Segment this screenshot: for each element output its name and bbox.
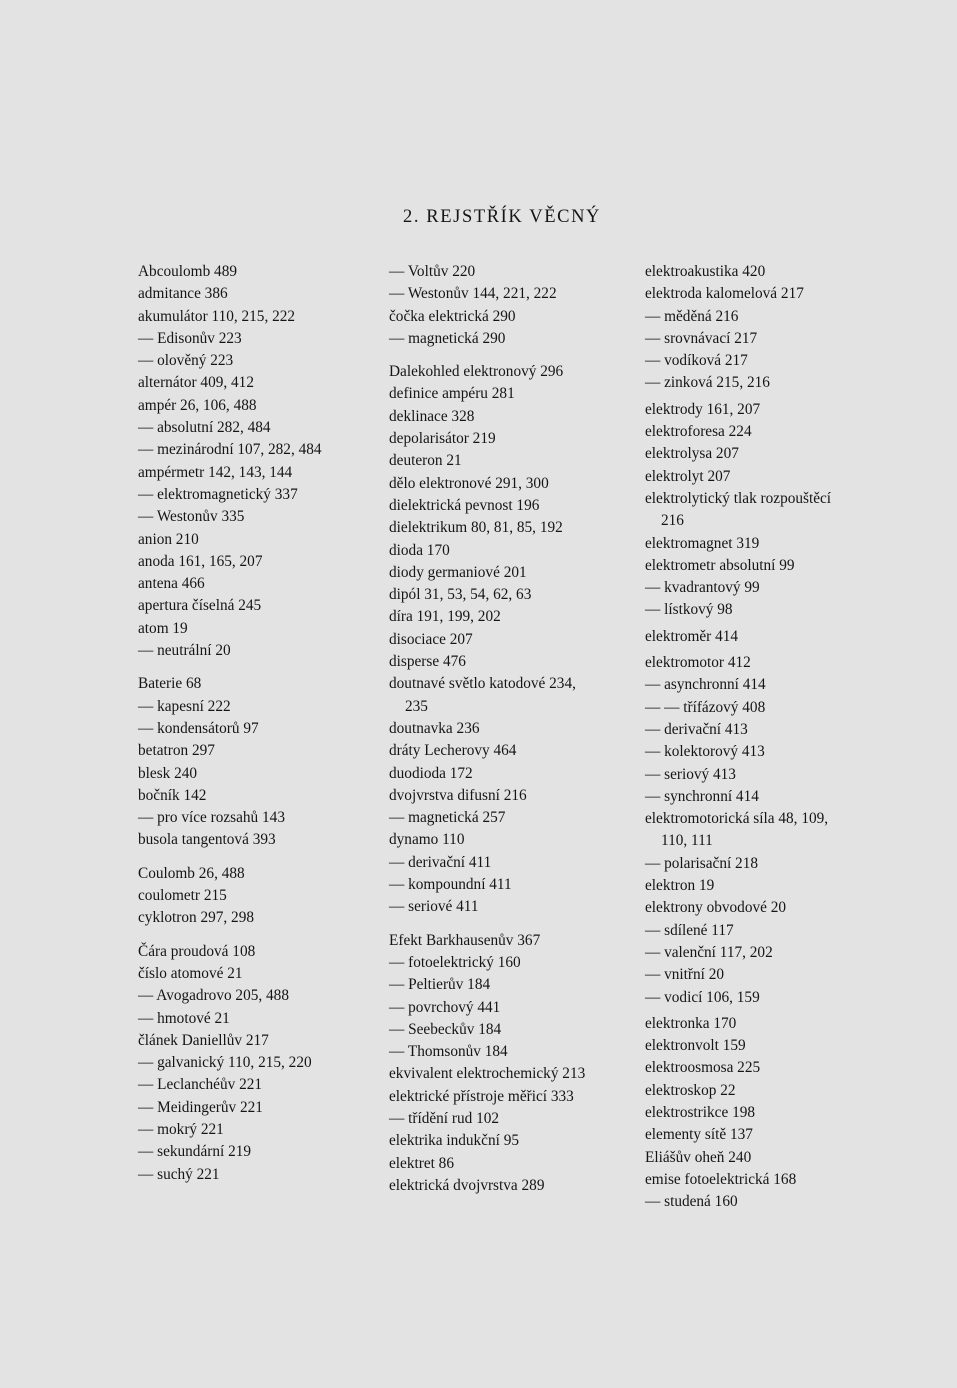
index-entry: — mezinárodní 107, 282, 484	[138, 441, 322, 459]
index-entry: elektrody 161, 207	[645, 400, 761, 418]
index-entry: cyklotron 297, 298	[138, 909, 254, 927]
index-entry: diody germaniové 201	[389, 563, 527, 581]
index-entry: — derivační 411	[389, 853, 492, 871]
index-entry: — absolutní 282, 484	[138, 419, 271, 437]
index-entry: — Edisonův 223	[138, 329, 242, 347]
section-gap	[389, 350, 585, 361]
index-entry: definice ampéru 281	[389, 385, 515, 403]
index-entry: — zinková 215, 216	[645, 374, 770, 392]
index-entry: elektromotor 412	[645, 654, 751, 672]
index-entry: doutnavka 236	[389, 719, 480, 737]
index-entry: — sekundární 219	[138, 1143, 252, 1161]
index-entry: Dalekohled elektronový 296	[389, 363, 564, 381]
index-column-3	[645, 261, 831, 1213]
index-entry: elektroosmosa 225	[645, 1059, 761, 1077]
index-entry: článek Daniellův 217	[138, 1031, 269, 1049]
page-title: 2. REJSTŘÍK VĚCNÝ	[403, 207, 601, 227]
index-entry: anoda 161, 165, 207	[138, 552, 263, 570]
index-entry: elektrická dvojvrstva 289	[389, 1176, 545, 1194]
index-entry: — Voltův 220	[389, 263, 476, 280]
index-entry: dipól 31, 53, 54, 62, 63	[389, 586, 532, 604]
index-entry: — magnetická 290	[389, 329, 506, 347]
index-entry: — hmotové 21	[138, 1009, 230, 1027]
index-entry: elektrické přístroje měřicí 333	[389, 1087, 574, 1105]
index-entry: — kompoundní 411	[389, 876, 512, 894]
index-entry: ekvivalent elektrochemický 213	[389, 1065, 586, 1083]
index-entry: — lístkový 98	[645, 601, 733, 619]
index-entry: dráty Lecherovy 464	[389, 742, 517, 760]
index-entry: — Thomsonův 184	[389, 1043, 508, 1061]
index-entry: apertura číselná 245	[138, 597, 262, 615]
index-entry: — Avogadrovo 205, 488	[138, 987, 289, 1005]
index-entry-continuation: 110, 111	[661, 832, 713, 850]
index-entry: elektroměr 414	[645, 627, 739, 645]
index-entry-continuation: 216	[661, 512, 684, 530]
section-gap	[138, 852, 322, 863]
index-entry: elektroskop 22	[645, 1081, 736, 1099]
index-entry: elektrolysa 207	[645, 445, 739, 463]
index-entry: elektrolytický tlak rozpouštěcí	[645, 489, 832, 507]
index-entry: elektrometr absolutní 99	[645, 556, 795, 574]
index-column-2	[389, 261, 585, 1197]
index-entry: — Westonův 335	[138, 508, 245, 526]
index-entry: coulometr 215	[138, 887, 227, 905]
index-entry: — mokrý 221	[138, 1120, 224, 1138]
index-entry: alternátor 409, 412	[138, 374, 254, 392]
index-entry: bočník 142	[138, 786, 207, 804]
index-entry: blesk 240	[138, 764, 198, 782]
index-entry: — kapesní 222	[138, 697, 231, 715]
index-entry: — sdílené 117	[645, 921, 734, 939]
index-entry: elektroakustika 420	[645, 263, 766, 280]
index-entry: ampér 26, 106, 488	[138, 396, 257, 414]
index-entry: — vodíková 217	[645, 352, 748, 370]
index-entry: deklinace 328	[389, 407, 475, 425]
index-entry: anion 210	[138, 530, 199, 548]
index-entry: elektrostrikce 198	[645, 1103, 756, 1121]
index-entry: dynamo 110	[389, 831, 465, 849]
index-entry: — vnitřní 20	[645, 966, 725, 984]
index-entry: atom 19	[138, 619, 188, 637]
index-entry: — neutrální 20	[138, 642, 231, 660]
index-entry: — suchý 221	[138, 1165, 220, 1183]
index-entry: čočka elektrická 290	[389, 307, 516, 325]
index-entry: — magnetická 257	[389, 809, 506, 827]
index-entry: — kvadrantový 99	[645, 579, 760, 597]
index-entry: — derivační 413	[645, 720, 748, 738]
index-entry: — galvanický 110, 215, 220	[138, 1054, 312, 1072]
index-entry: Čára proudová 108	[138, 942, 256, 960]
index-entry: elektromagnet 319	[645, 534, 760, 552]
index-entry: disperse 476	[389, 653, 466, 671]
index-entry: busola tangentová 393	[138, 831, 276, 849]
section-gap	[138, 930, 322, 941]
index-entry: duodioda 172	[389, 764, 473, 782]
index-entry: dvojvrstva difusní 216	[389, 786, 527, 804]
index-entry: doutnavé světlo katodové 234,	[389, 675, 576, 693]
index-entry: Efekt Barkhausenův 367	[389, 931, 541, 949]
index-entry: ampérmetr 142, 143, 144	[138, 463, 293, 481]
index-entry: elektron 19	[645, 877, 715, 895]
index-entry: elektrika indukční 95	[389, 1132, 519, 1150]
index-entry: dioda 170	[389, 541, 450, 559]
index-entry: deuteron 21	[389, 452, 462, 470]
index-entry: — měděná 216	[645, 307, 739, 325]
index-entry: disociace 207	[389, 630, 473, 648]
index-entry: — třídění rud 102	[389, 1109, 500, 1127]
index-entry: — valenční 117, 202	[645, 943, 773, 961]
index-entry: Eliášův oheň 240	[645, 1148, 752, 1166]
index-entry: — elektromagnetický 337	[138, 485, 298, 503]
index-entry: antena 466	[138, 575, 205, 593]
index-entry: Baterie 68	[138, 675, 202, 693]
index-entry: elektronvolt 159	[645, 1037, 746, 1055]
section-gap	[138, 662, 322, 673]
index-entry: — synchronní 414	[645, 787, 759, 805]
index-entry: díra 191, 199, 202	[389, 608, 501, 626]
index-entry: — pro více rozsahů 143	[138, 809, 285, 827]
index-entry: — Leclanchéův 221	[138, 1076, 263, 1094]
index-entry: — fotoelektrický 160	[389, 953, 521, 971]
index-entry: elektrony obvodové 20	[645, 899, 787, 917]
index-entry: — kondensátorů 97	[138, 719, 259, 737]
index-entry: depolarisátor 219	[389, 430, 496, 448]
index-entry: akumulátor 110, 215, 222	[138, 307, 296, 325]
index-entry: dielektrická pevnost 196	[389, 496, 540, 514]
index-entry: elektrolyt 207	[645, 467, 731, 485]
index-entry: elektret 86	[389, 1154, 454, 1172]
index-entry: — seriové 411	[389, 898, 479, 916]
index-column-1	[138, 261, 322, 1186]
index-entry: — Peltierův 184	[389, 976, 491, 994]
index-entry: dělo elektronové 291, 300	[389, 474, 549, 492]
index-entry: — seriový 413	[645, 765, 736, 783]
index-entry-continuation: 235	[405, 697, 428, 715]
index-entry: elektromotorická síla 48, 109,	[645, 810, 829, 828]
index-entry: — kolektorový 413	[645, 743, 765, 761]
index-entry: — asynchronní 414	[645, 676, 766, 694]
index-entry: — vodicí 106, 159	[645, 988, 760, 1006]
index-entry: Coulomb 26, 488	[138, 864, 245, 882]
index-entry: betatron 297	[138, 742, 215, 760]
index-entry: — olověný 223	[138, 352, 234, 370]
index-entry: elementy sítě 137	[645, 1126, 753, 1144]
index-entry: — Seebeckův 184	[389, 1020, 502, 1038]
index-entry: elektroforesa 224	[645, 423, 752, 441]
index-entry: — Westonův 144, 221, 222	[389, 285, 557, 303]
index-entry: Abcoulomb 489	[138, 263, 237, 280]
index-entry: admitance 386	[138, 285, 228, 303]
index-entry: — srovnávací 217	[645, 329, 758, 347]
section-gap	[389, 919, 585, 930]
index-entry: číslo atomové 21	[138, 964, 243, 982]
index-entry: — povrchový 441	[389, 998, 501, 1016]
index-entry: — studená 160	[645, 1193, 738, 1211]
index-entry: elektronka 170	[645, 1014, 737, 1032]
index-entry: — polarisační 218	[645, 854, 759, 872]
index-entry: — Meidingerův 221	[138, 1098, 263, 1116]
index-entry: — — třífázový 408	[645, 698, 766, 716]
index-entry: dielektrikum 80, 81, 85, 192	[389, 519, 563, 537]
index-entry: emise fotoelektrická 168	[645, 1170, 797, 1188]
index-entry: elektroda kalomelová 217	[645, 285, 804, 303]
